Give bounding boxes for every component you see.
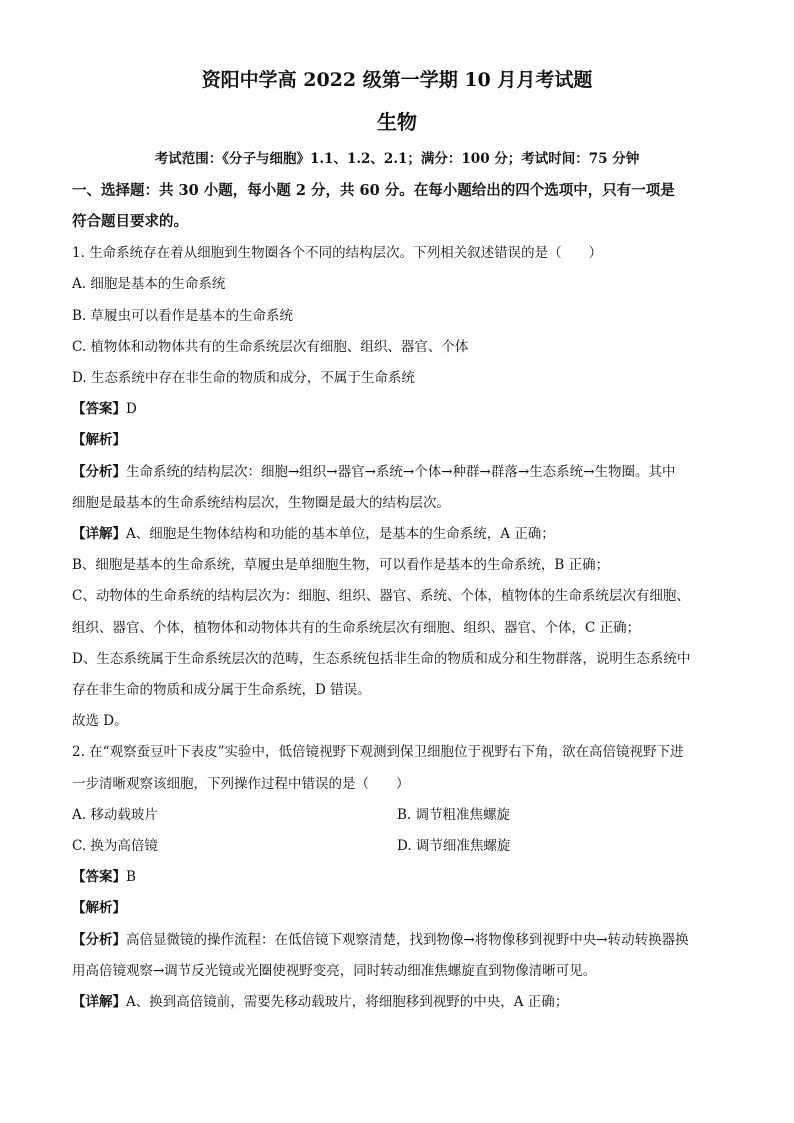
- question-1-answer: [72, 399, 722, 419]
- answer-value: B: [126, 869, 136, 885]
- question-2-detail-a: [72, 992, 722, 1012]
- question-1-fenxi-line-2: 细胞是最基本的生命系统结构层次，生物圈是最大的结构层次。: [72, 495, 450, 511]
- question-2-stem-line-1: 2. 在“观察蚕豆叶下表皮”实验中，低倍镜视野下观测到保卫细胞位于视野右下角，欲在高倍镜视野下进: [72, 744, 684, 760]
- answer-tag: 【答案】: [72, 401, 126, 417]
- question-1-option-b: B. 草履虫可以看作是基本的生命系统: [72, 308, 294, 324]
- exam-info: 考试范围：《分子与细胞》1.1、1.2、2.1；满分：100 分；考试时间：75 分钟: [154, 151, 640, 167]
- detail-tag: 【详解】: [72, 994, 126, 1010]
- fenxi-tag: 【分析】: [72, 932, 126, 948]
- question-1-detail-a: [72, 524, 722, 544]
- analysis-tag: 【解析】: [72, 900, 126, 916]
- fenxi-tag: 【分析】: [72, 464, 126, 480]
- question-2-answer: [72, 867, 722, 887]
- document-page: [72, 0, 722, 1123]
- question-2-stem-line-2: 一步清晰观察该细胞，下列操作过程中错误的是（ ）: [72, 776, 410, 792]
- exam-title: 资阳中学高 2022 级第一学期 10 月月考试题: [201, 69, 593, 91]
- question-2-fenxi-line-2: 用高倍镜观察→调节反光镜或光圈使视野变亮，同时转动细准焦螺旋直到物像清晰可见。: [72, 963, 597, 979]
- question-1-option-a: A. 细胞是基本的生命系统: [72, 276, 226, 292]
- question-1-stem: 1. 生命系统存在着从细胞到生物圈各个不同的结构层次。下列相关叙述错误的是（ ）: [72, 245, 603, 261]
- fenxi-text: 生命系统的结构层次：细胞→组织→器官→系统→个体→种群→群落→生态系统→生物圈。其中: [126, 464, 676, 480]
- subject-title: 生物: [377, 110, 417, 134]
- question-2-option-b: B. 调节粗准焦螺旋: [397, 807, 511, 823]
- question-1-detail-d-line-2: 存在非生命的物质和成分属于生命系统，D 错误。: [72, 682, 371, 698]
- section-heading-line-2: 符合题目要求的。: [72, 213, 188, 230]
- question-1-detail-b: B、细胞是基本的生命系统，草履虫是单细胞生物，可以看作是基本的生命系统，B 正确；: [72, 557, 610, 573]
- fenxi-text: 高倍显微镜的操作流程：在低倍镜下观察清楚，找到物像→将物像移到视野中央→转动转换器换: [126, 932, 689, 948]
- question-2-analysis: [72, 898, 722, 918]
- analysis-tag: 【解析】: [72, 432, 126, 448]
- answer-value: D: [126, 401, 137, 417]
- section-heading-line-1: 一、选择题：共 30 小题，每小题 2 分，共 60 分。在每小题给出的四个选项中，只有一项是: [72, 182, 675, 199]
- question-1-conclusion: 故选 D。: [72, 713, 128, 729]
- question-1-detail-c-line-1: C、动物体的生命系统的结构层次为：细胞、组织、器官、系统、个体，植物体的生命系统层次有细胞、: [72, 588, 690, 604]
- detail-tag: 【详解】: [72, 526, 126, 542]
- question-2-options-row-1: [72, 805, 722, 825]
- answer-tag: 【答案】: [72, 869, 126, 885]
- detail-text: A、换到高倍镜前，需要先移动载玻片，将细胞移到视野的中央，A 正确；: [126, 994, 569, 1010]
- question-1-detail-c-line-2: 组织、器官、个体，植物体和动物体共有的生命系统层次有细胞、组织、器官、个体，C 正确；: [72, 620, 641, 636]
- question-1-detail-d-line-1: D、生态系统属于生命系统层次的范畴，生态系统包括非生命的物质和成分和生物群落，说明生态系统中: [72, 651, 691, 667]
- question-2-option-d: D. 调节细准焦螺旋: [397, 838, 511, 854]
- question-1-analysis: [72, 430, 722, 450]
- question-2-option-a: A. 移动载玻片: [72, 807, 158, 823]
- question-2-fenxi-line-1: [72, 930, 722, 950]
- question-2-option-c: C. 换为高倍镜: [72, 838, 158, 854]
- question-1-fenxi-line-1: [72, 462, 722, 482]
- detail-text: A、细胞是生物体结构和功能的基本单位，是基本的生命系统，A 正确；: [126, 526, 555, 542]
- question-2-options-row-2: [72, 836, 722, 856]
- question-1-option-c: C. 植物体和动物体共有的生命系统层次有细胞、组织、器官、个体: [72, 339, 469, 355]
- question-1-option-d: D. 生态系统中存在非生命的物质和成分，不属于生命系统: [72, 370, 415, 386]
